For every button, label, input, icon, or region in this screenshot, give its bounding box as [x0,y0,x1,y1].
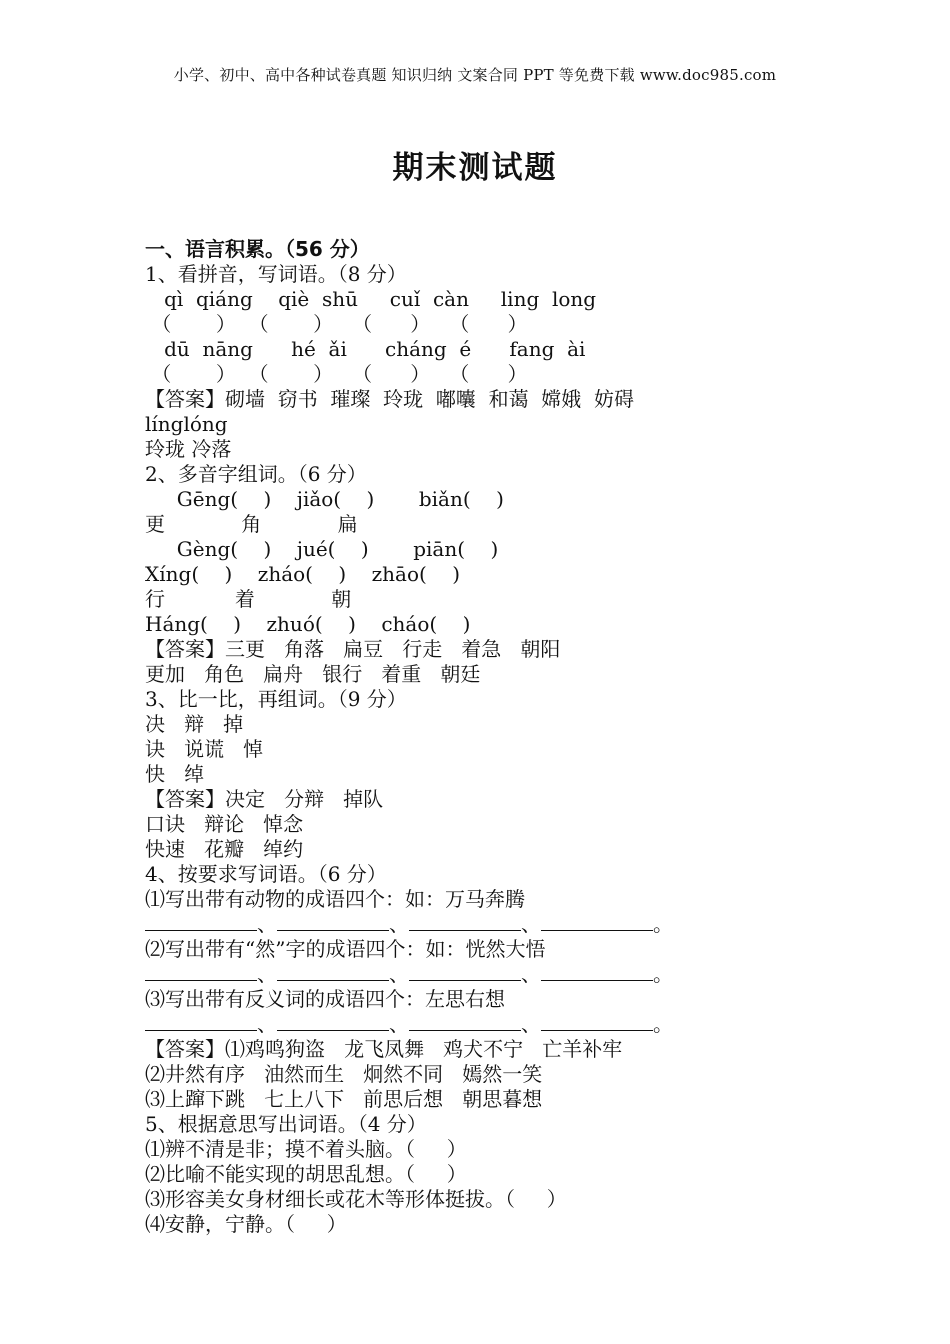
text-line: 决 辩 掉 [145,712,244,736]
blank-separator: 、 [521,962,541,986]
text-line: ⑴写出带有动物的成语四个：如：万马奔腾 [145,887,525,911]
answer-blank[interactable] [541,962,653,981]
text-line: ⑵比喻不能实现的胡思乱想。（ ） [145,1162,467,1186]
blank-separator: 。 [653,912,673,936]
text-line: ⑶写出带有反义词的成语四个：左思右想 [145,987,505,1011]
text-line: 1、看拼音，写词语。（8 分） [145,262,407,286]
blank-separator: 、 [389,912,409,936]
text-line: Gèng( ) jué( ) piān( ) [145,537,499,561]
blank-separator: 、 [389,1012,409,1036]
text-line: 4、按要求写词语。（6 分） [145,862,387,886]
answer-blank[interactable] [145,1012,257,1031]
text-line: 更 角 扁 [145,512,358,536]
text-line: 【答案】决定 分辩 掉队 [145,787,384,811]
answer-blank[interactable] [145,912,257,931]
blank-separator: 、 [257,912,277,936]
text-line: 【答案】⑴鸡鸣狗盗 龙飞凤舞 鸡犬不宁 亡羊补牢 [145,1037,623,1061]
answer-blank[interactable] [277,962,389,981]
text-line: 5、根据意思写出词语。（4 分） [145,1112,427,1136]
text-line: 3、比一比，再组词。（9 分） [145,687,407,711]
blank-separator: 。 [653,962,673,986]
text-line: 快速 花瓣 绰约 [145,837,304,861]
text-line: Gēng( ) jiǎo( ) biǎn( ) [145,487,504,511]
text-line: ⑵写出带有“然”字的成语四个：如：恍然大悟 [145,937,546,961]
blank-separator: 。 [653,1012,673,1036]
exam-content [145,237,825,1237]
text-line: dū nāng hé ǎi cháng é fang ài [145,337,586,361]
answer-blanks [145,1012,825,1037]
answer-blank[interactable] [409,962,521,981]
text-line: 【答案】三更 角落 扁豆 行走 着急 朝阳 [145,637,561,661]
text-line: ⑴辨不清是非；摸不着头脑。（ ） [145,1137,467,1161]
text-line: qì qiáng qiè shū cuǐ càn ling long [145,287,597,311]
blank-separator: 、 [257,962,277,986]
answer-blank[interactable] [277,1012,389,1031]
answer-blank[interactable] [145,962,257,981]
page-title: 期末测试题 [392,150,558,186]
text-line: ⑷安静，宁静。（ ） [145,1212,347,1236]
answer-blank[interactable] [409,912,521,931]
text-line: Xíng( ) zháo( ) zhāo( ) [145,562,461,586]
answer-blank[interactable] [277,912,389,931]
text-line: （ ） （ ） （ ） （ ） [145,312,528,336]
text-line: 【答案】砌墙 窃书 璀璨 玲珑 嘟囔 和蔼 嫦娥 妨碍 [145,387,635,411]
text-line: 快 绰 [145,762,205,786]
page-header: 小学、初中、高中各种试卷真题 知识归纳 文案合同 PPT 等免费下载 www.doc985.com [173,66,777,84]
answer-blank[interactable] [541,1012,653,1031]
text-line: 更加 角色 扁舟 银行 着重 朝廷 [145,662,481,686]
blank-separator: 、 [521,1012,541,1036]
blank-separator: 、 [389,962,409,986]
text-line: 诀 说谎 悼 [145,737,264,761]
blank-separator: 、 [257,1012,277,1036]
answer-blanks [145,912,825,937]
text-line: Háng( ) zhuó( ) cháo( ) [145,612,471,636]
text-line: 行 着 朝 [145,587,352,611]
text-line: ⑶上蹿下跳 七上八下 前思后想 朝思暮想 [145,1087,543,1111]
text-line: ⑶形容美女身材细长或花木等形体挺拔。（ ） [145,1187,567,1211]
text-line: línglóng [145,412,228,436]
text-line: 玲珑 冷落 [145,437,232,461]
section-heading: 一、语言积累。（56 分） [145,237,370,261]
text-line: （ ） （ ） （ ） （ ） [145,362,528,386]
answer-blanks [145,962,825,987]
text-line: 口诀 辩论 悼念 [145,812,304,836]
answer-blank[interactable] [541,912,653,931]
text-line: ⑵井然有序 油然而生 炯然不同 嫣然一笑 [145,1062,543,1086]
text-line: 2、多音字组词。（6 分） [145,462,367,486]
answer-blank[interactable] [409,1012,521,1031]
blank-separator: 、 [521,912,541,936]
